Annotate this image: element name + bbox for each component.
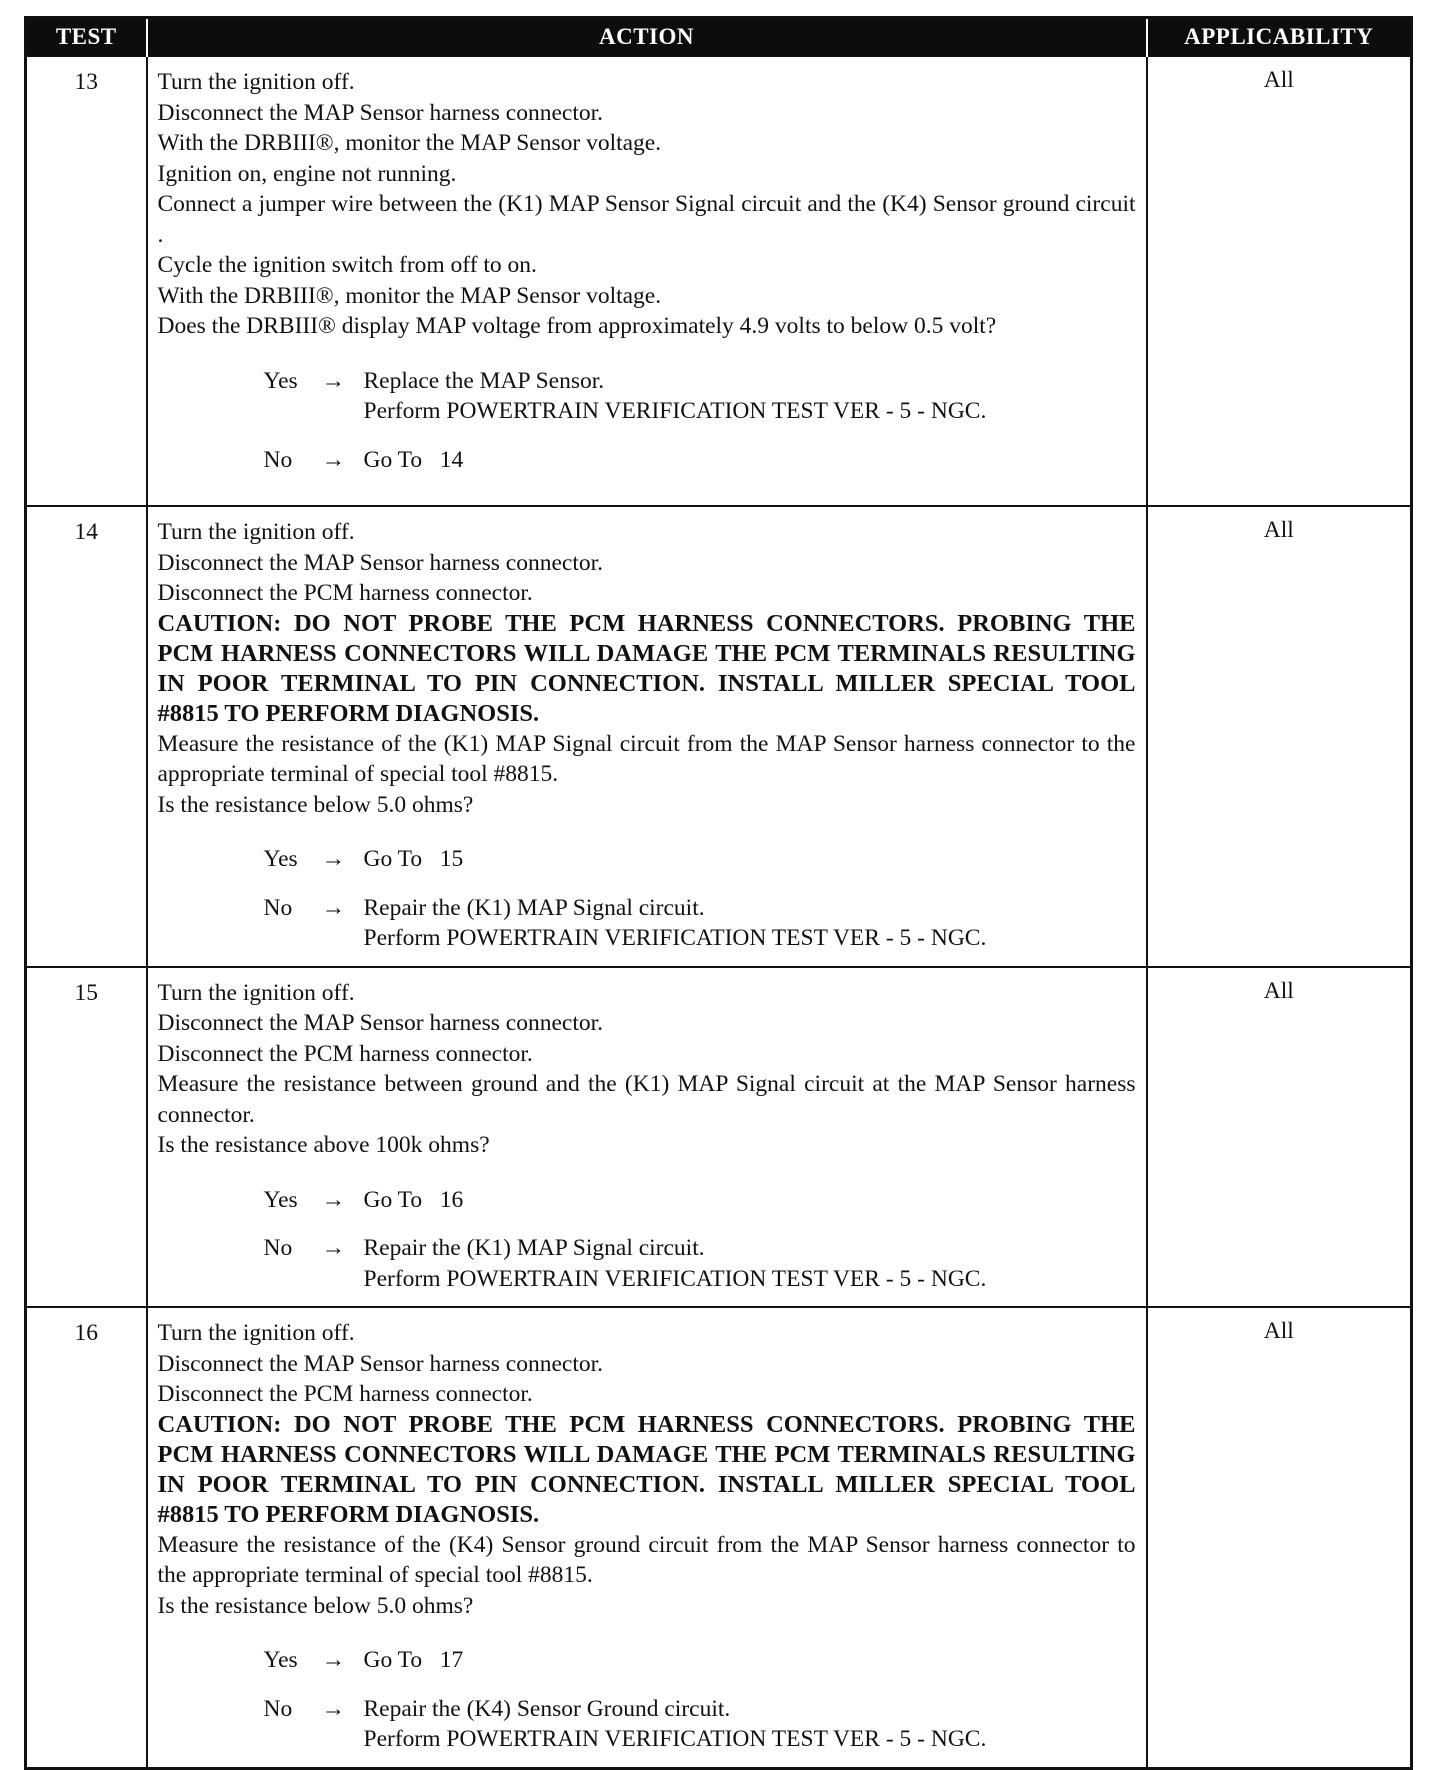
yes-branch [264, 366, 1136, 427]
arrow-icon: → [321, 1186, 345, 1213]
action-line: Disconnect the MAP Sensor harness connector. [157, 1350, 604, 1377]
action-cell [147, 967, 1147, 1308]
arrow-icon: → [321, 446, 345, 473]
header-applicability: APPLICABILITY [1147, 18, 1412, 57]
arrow-icon: → [321, 1695, 345, 1722]
no-result [364, 445, 1136, 476]
test-number: 16 [26, 1307, 147, 1768]
action-line: Ignition on, engine not running. [157, 160, 457, 187]
no-branch [264, 445, 1136, 476]
arrow-icon: → [321, 894, 345, 921]
result-line: Perform POWERTRAIN VERIFICATION TEST VER - 5 - NGC. [363, 925, 987, 951]
no-result [364, 1694, 1136, 1755]
test-row-13 [26, 56, 1412, 506]
test-number: 13 [26, 56, 147, 506]
no-branch [264, 893, 1136, 954]
no-branch [264, 1233, 1136, 1294]
arrow-icon: → [321, 846, 345, 872]
action-line: Measure the resistance of the (K4) Sensor ground circuit from the MAP Sensor harness connector to the appropriate terminal of special tool #8815. [157, 1531, 1136, 1588]
yes-branch [264, 1185, 1136, 1216]
result-line: Go To 16 [363, 1186, 464, 1213]
applicability-cell: All [1147, 56, 1412, 506]
arrow-icon: → [321, 1235, 345, 1261]
action-line: With the DRBIII®, monitor the MAP Sensor voltage. [157, 282, 662, 309]
yes-result [364, 1645, 1136, 1676]
result-line: Replace the MAP Sensor. [363, 367, 605, 394]
yes-label: Yes [263, 1647, 298, 1673]
no-result [364, 893, 1136, 954]
yes-result [364, 366, 1136, 427]
test-row-15 [26, 967, 1412, 1308]
action-line: Turn the ignition off. [157, 979, 355, 1006]
action-cell [147, 506, 1147, 967]
action-line: Cycle the ignition switch from off to on. [157, 252, 537, 278]
action-line: Measure the resistance of the (K1) MAP Signal circuit from the MAP Sensor harness connector to the appropriate terminal of special tool #8815. [157, 730, 1136, 787]
action-line: Disconnect the MAP Sensor harness connector. [157, 99, 604, 126]
result-line: Go To 17 [363, 1647, 464, 1673]
result-line: Go To 15 [363, 846, 464, 872]
yes-label: Yes [263, 846, 298, 872]
action-line: Disconnect the PCM harness connector. [157, 580, 533, 606]
diagnostic-test-table [24, 16, 1413, 1770]
action-line: Turn the ignition off. [157, 1320, 355, 1346]
result-line: Perform POWERTRAIN VERIFICATION TEST VER - 5 - NGC. [363, 1265, 987, 1292]
yes-branch [264, 844, 1136, 875]
yes-result [364, 844, 1136, 875]
no-label: No [263, 894, 293, 921]
result-line: Repair the (K4) Sensor Ground circuit. [363, 1695, 731, 1722]
caution-text: CAUTION: DO NOT PROBE THE PCM HARNESS CONNECTORS. PROBING THE PCM HARNESS CONNECTORS WILL DAMAGE THE PCM TERMINALS RESULTING IN POOR TERMINAL TO PIN CONNECTION. INSTALL MILLER SPECIAL TOOL #8815 TO PERFORM DIAGNOSIS. [157, 609, 1136, 727]
no-label: No [263, 1695, 293, 1722]
result-line: Repair the (K1) MAP Signal circuit. [363, 1235, 705, 1261]
no-result [364, 1233, 1136, 1294]
test-number: 15 [26, 967, 147, 1308]
no-label: No [263, 1235, 293, 1261]
yes-result [364, 1185, 1136, 1216]
header-action: ACTION [147, 18, 1147, 57]
test-number: 14 [26, 506, 147, 967]
action-line: Turn the ignition off. [157, 69, 355, 95]
applicability-cell: All [1147, 1307, 1412, 1768]
applicability-cell: All [1147, 506, 1412, 967]
action-line: Disconnect the PCM harness connector. [157, 1040, 533, 1067]
action-cell [147, 56, 1147, 506]
test-row-16 [26, 1307, 1412, 1768]
action-line: Turn the ignition off. [157, 519, 355, 545]
no-label: No [263, 446, 293, 473]
table-header-row [26, 18, 1412, 57]
action-line: Is the resistance below 5.0 ohms? [157, 791, 474, 818]
action-line: Does the DRBIII® display MAP voltage from approximately 4.9 volts to below 0.5 volt? [157, 313, 997, 339]
result-line: Perform POWERTRAIN VERIFICATION TEST VER - 5 - NGC. [363, 1726, 987, 1752]
action-line: Disconnect the PCM harness connector. [157, 1381, 533, 1407]
action-line: Is the resistance above 100k ohms? [157, 1132, 490, 1158]
result-line: Repair the (K1) MAP Signal circuit. [363, 894, 705, 921]
no-branch [264, 1694, 1136, 1755]
arrow-icon: → [321, 1647, 345, 1673]
header-test: TEST [26, 18, 147, 57]
action-cell [147, 1307, 1147, 1768]
action-line: With the DRBIII®, monitor the MAP Sensor voltage. [157, 130, 662, 156]
action-line: Is the resistance below 5.0 ohms? [157, 1592, 474, 1619]
result-line: Go To 14 [363, 446, 464, 473]
action-line: Measure the resistance between ground and the (K1) MAP Signal circuit at the MAP Sensor harness connector. [157, 1071, 1136, 1128]
yes-label: Yes [263, 367, 298, 394]
yes-label: Yes [263, 1186, 298, 1213]
action-line: Disconnect the MAP Sensor harness connector. [157, 549, 604, 576]
caution-text: CAUTION: DO NOT PROBE THE PCM HARNESS CONNECTORS. PROBING THE PCM HARNESS CONNECTORS WILL DAMAGE THE PCM TERMINALS RESULTING IN POOR TERMINAL TO PIN CONNECTION. INSTALL MILLER SPECIAL TOOL #8815 TO PERFORM DIAGNOSIS. [157, 1410, 1136, 1528]
action-line: Disconnect the MAP Sensor harness connector. [157, 1010, 604, 1036]
arrow-icon: → [321, 367, 345, 394]
applicability-cell: All [1147, 967, 1412, 1308]
result-line: Perform POWERTRAIN VERIFICATION TEST VER - 5 - NGC. [363, 398, 987, 424]
action-line: Connect a jumper wire between the (K1) MAP Sensor Signal circuit and the (K4) Sensor ground circuit . [157, 191, 1136, 248]
yes-branch [264, 1645, 1136, 1676]
test-row-14 [26, 506, 1412, 967]
